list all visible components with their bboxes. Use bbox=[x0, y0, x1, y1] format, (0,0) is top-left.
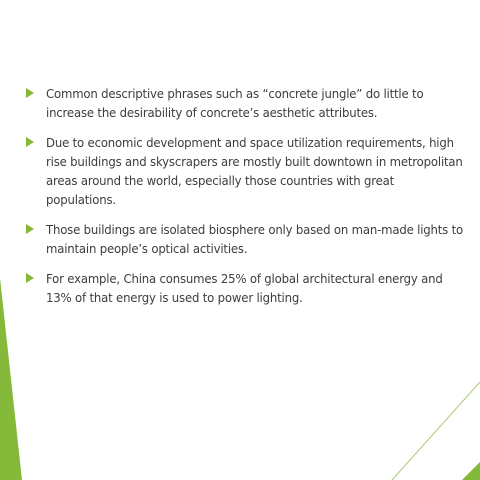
bullet-item bbox=[24, 84, 454, 122]
bullet-text: For example, China consumes 25% of global architectural energy and 13% of that energy is used to power lighting. bbox=[46, 271, 443, 305]
bullet-text: Those buildings are isolated biosphere only based on man-made lights to maintain people’s optical activities. bbox=[46, 222, 464, 256]
bullet-list bbox=[24, 84, 464, 318]
bullet-arrow-icon bbox=[26, 273, 34, 283]
left-green-accent-shape bbox=[0, 278, 22, 480]
bullet-item bbox=[24, 269, 454, 307]
bottom-right-accent-line bbox=[392, 382, 480, 480]
bullet-item bbox=[24, 220, 464, 258]
bullet-item bbox=[24, 133, 463, 209]
bullet-arrow-icon bbox=[26, 88, 34, 98]
bullet-text: Due to economic development and space utilization requirements, high rise buildings and skyscrapers are mostly built downtown in metropolitan areas around the world, especially those countries with great populations. bbox=[46, 135, 463, 207]
bullet-arrow-icon bbox=[26, 137, 34, 147]
bullet-arrow-icon bbox=[26, 224, 34, 234]
bottom-right-green-accent-shape bbox=[462, 462, 480, 480]
bullet-text: Common descriptive phrases such as “concrete jungle” do little to increase the desirability of concrete’s aesthetic attributes. bbox=[46, 86, 424, 120]
